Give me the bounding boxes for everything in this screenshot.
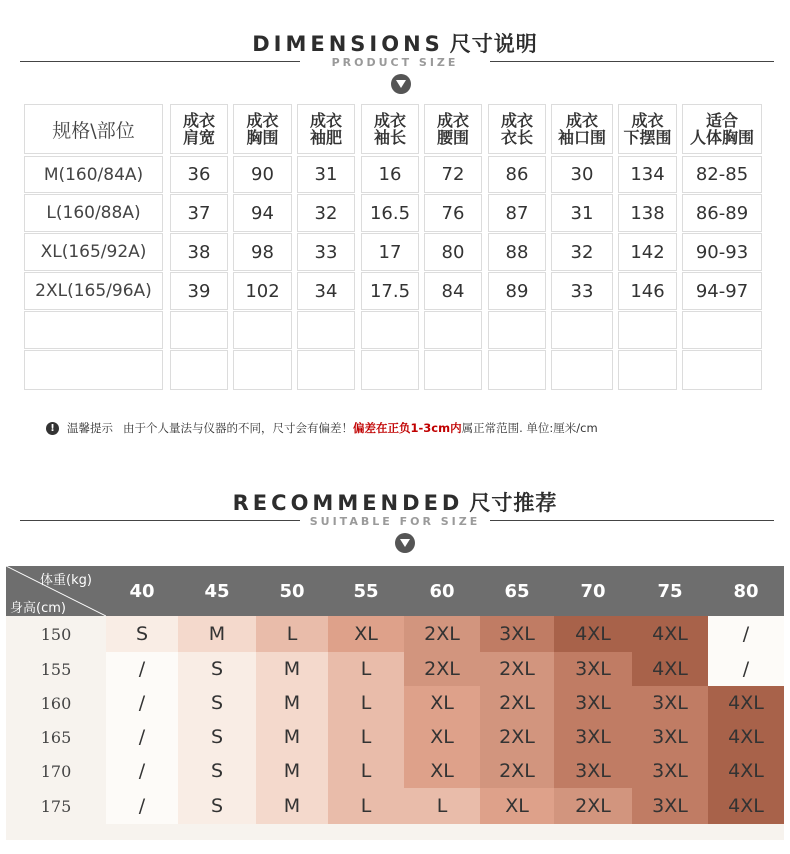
column-header-line: 肩宽 [182, 128, 215, 147]
size-cell: 2XL [554, 788, 632, 824]
chevron-down-icon [395, 533, 415, 553]
column-header-line: 人体胸围 [689, 128, 754, 147]
size-cell: 3XL [632, 720, 708, 754]
column-header-line: 成衣 [182, 111, 215, 130]
table-cell [551, 311, 613, 349]
table-cell [233, 350, 292, 390]
weight-header: 75 [632, 566, 708, 616]
table-cell: 32 [551, 233, 613, 271]
table-cell: 34 [297, 272, 355, 310]
size-cell: 4XL [708, 720, 784, 754]
size-cell: 4XL [708, 788, 784, 824]
size-cell: / [106, 652, 178, 686]
table-cell [618, 311, 677, 349]
table-cell: 87 [488, 194, 546, 232]
size-cell: 2XL [480, 652, 554, 686]
table-corner-label: 规格\部位 [24, 104, 163, 154]
size-cell: L [328, 720, 404, 754]
note-highlight: 偏差在正负1-3cm内 [353, 421, 462, 435]
table-cell: 142 [618, 233, 677, 271]
size-cell: M [256, 754, 328, 788]
column-header [170, 104, 228, 154]
size-cell: 2XL [404, 616, 480, 652]
size-cell: XL [404, 754, 480, 788]
size-row-label [24, 311, 163, 349]
size-cell: M [178, 616, 256, 652]
size-cell: L [256, 616, 328, 652]
table-cell: 32 [297, 194, 355, 232]
dimensions-title [0, 28, 790, 58]
note-label: 温馨提示 [67, 421, 113, 435]
size-cell: M [256, 788, 328, 824]
table-cell: 31 [297, 156, 355, 193]
recommended-subtitle: SUITABLE FOR SIZE [309, 515, 481, 528]
column-header-line: 适合 [705, 111, 738, 130]
size-cell: S [178, 788, 256, 824]
size-cell: 3XL [554, 720, 632, 754]
table-cell [170, 350, 228, 390]
weight-header: 60 [404, 566, 480, 616]
size-cell: 2XL [480, 754, 554, 788]
table-cell: 31 [551, 194, 613, 232]
size-cell: L [328, 754, 404, 788]
size-cell: S [178, 686, 256, 720]
size-cell: / [106, 686, 178, 720]
recommended-title [0, 487, 790, 517]
size-cell: 4XL [708, 754, 784, 788]
size-cell: M [256, 720, 328, 754]
table-cell: 102 [233, 272, 292, 310]
table-cell: 80 [424, 233, 482, 271]
table-cell [618, 350, 677, 390]
size-row-label [24, 350, 163, 390]
size-cell: 2XL [480, 720, 554, 754]
height-label: 160 [6, 686, 106, 720]
height-label: 170 [6, 754, 106, 788]
column-header-line: 胸围 [246, 128, 279, 147]
size-cell: / [106, 720, 178, 754]
table-cell [682, 350, 762, 390]
size-cell: / [708, 652, 784, 686]
table-cell [682, 311, 762, 349]
table-cell: 98 [233, 233, 292, 271]
size-cell: / [708, 616, 784, 652]
column-header [233, 104, 292, 154]
table-cell [488, 311, 546, 349]
weight-header: 40 [106, 566, 178, 616]
table-cell [488, 350, 546, 390]
size-cell: 4XL [632, 616, 708, 652]
chevron-down-icon [391, 74, 411, 94]
table-cell: 37 [170, 194, 228, 232]
table-cell: 94-97 [682, 272, 762, 310]
table-cell [551, 350, 613, 390]
column-header-line: 衣长 [500, 128, 533, 147]
dimensions-subtitle: PRODUCT SIZE [331, 56, 459, 69]
size-cell: 3XL [480, 616, 554, 652]
size-cell: 4XL [632, 652, 708, 686]
table-cell [424, 311, 482, 349]
size-cell: S [178, 720, 256, 754]
column-header-line: 成衣 [436, 111, 469, 130]
table-cell: 138 [618, 194, 677, 232]
column-header [424, 104, 482, 154]
size-cell: S [106, 616, 178, 652]
size-cell: XL [480, 788, 554, 824]
note-text: 由于个人量法与仪器的不同，尺寸会有偏差！ [123, 421, 353, 435]
size-cell: M [256, 652, 328, 686]
size-cell: 3XL [554, 652, 632, 686]
table-cell: 33 [297, 233, 355, 271]
table-cell: 94 [233, 194, 292, 232]
size-cell: XL [328, 616, 404, 652]
recommended-title-cn: 尺寸推荐 [469, 491, 558, 515]
table-cell: 84 [424, 272, 482, 310]
table-cell [424, 350, 482, 390]
height-label: 150 [6, 616, 106, 652]
size-cell: 3XL [632, 788, 708, 824]
weight-header: 45 [178, 566, 256, 616]
table-cell: 72 [424, 156, 482, 193]
size-cell: 3XL [554, 754, 632, 788]
column-header-line: 袖长 [373, 128, 406, 147]
table-cell: 17 [361, 233, 419, 271]
size-row-label: M(160/84A) [24, 156, 163, 193]
height-label: 165 [6, 720, 106, 754]
column-header [361, 104, 419, 154]
table-cell: 88 [488, 233, 546, 271]
table-cell [233, 311, 292, 349]
size-cell: / [106, 754, 178, 788]
weight-header: 70 [554, 566, 632, 616]
table-cell: 86 [488, 156, 546, 193]
table-cell: 33 [551, 272, 613, 310]
size-cell: 3XL [632, 686, 708, 720]
table-cell: 30 [551, 156, 613, 193]
size-cell: L [328, 788, 404, 824]
column-header-line: 成衣 [565, 111, 598, 130]
table-cell [297, 311, 355, 349]
weight-header: 55 [328, 566, 404, 616]
size-cell: 3XL [632, 754, 708, 788]
dimensions-title-en: DIMENSIONS [252, 32, 444, 56]
recommended-title-en: RECOMMENDED [232, 491, 464, 515]
size-cell: XL [404, 720, 480, 754]
table-corner [6, 566, 106, 616]
column-header-line: 成衣 [631, 111, 664, 130]
column-header [488, 104, 546, 154]
column-header-line: 下摆围 [623, 128, 672, 147]
column-header-line: 袖口围 [557, 128, 606, 147]
column-header-line: 袖肥 [309, 128, 342, 147]
column-header-line: 成衣 [309, 111, 342, 130]
measurement-note [46, 420, 598, 436]
size-cell: S [178, 652, 256, 686]
table-cell: 16.5 [361, 194, 419, 232]
size-cell: / [106, 788, 178, 824]
column-header [618, 104, 677, 154]
table-cell: 38 [170, 233, 228, 271]
size-row-label: XL(165/92A) [24, 233, 163, 271]
table-cell: 86-89 [682, 194, 762, 232]
column-header-line: 腰围 [436, 128, 469, 147]
table-cell: 17.5 [361, 272, 419, 310]
height-axis-label: 身高(cm) [10, 601, 66, 616]
size-cell: L [404, 788, 480, 824]
table-cell: 82-85 [682, 156, 762, 193]
size-cell: 2XL [404, 652, 480, 686]
column-header [551, 104, 613, 154]
table-cell [361, 350, 419, 390]
table-cell [297, 350, 355, 390]
note-text-tail: 属正常范围. 单位:厘米/cm [461, 421, 598, 435]
size-cell: 4XL [554, 616, 632, 652]
table-cell: 90 [233, 156, 292, 193]
height-label: 155 [6, 652, 106, 686]
table-cell: 36 [170, 156, 228, 193]
table-cell: 146 [618, 272, 677, 310]
table-cell [170, 311, 228, 349]
column-header [682, 104, 762, 154]
size-cell: 2XL [480, 686, 554, 720]
table-cell: 39 [170, 272, 228, 310]
size-cell: 4XL [708, 686, 784, 720]
height-label: 175 [6, 788, 106, 824]
size-cell: L [328, 652, 404, 686]
column-header-line: 成衣 [246, 111, 279, 130]
table-cell [361, 311, 419, 349]
recommended-size-table [6, 566, 784, 840]
table-cell: 76 [424, 194, 482, 232]
table-cell: 16 [361, 156, 419, 193]
table-cell: 89 [488, 272, 546, 310]
size-cell: L [328, 686, 404, 720]
info-icon: ! [46, 422, 59, 435]
dimensions-title-cn: 尺寸说明 [449, 32, 538, 56]
size-cell: XL [404, 686, 480, 720]
column-header-line: 成衣 [500, 111, 533, 130]
column-header [297, 104, 355, 154]
size-cell: 3XL [554, 686, 632, 720]
size-row-label: L(160/88A) [24, 194, 163, 232]
table-cell: 90-93 [682, 233, 762, 271]
column-header-line: 成衣 [373, 111, 406, 130]
table-cell: 134 [618, 156, 677, 193]
size-cell: S [178, 754, 256, 788]
weight-header: 65 [480, 566, 554, 616]
weight-header: 50 [256, 566, 328, 616]
size-row-label: 2XL(165/96A) [24, 272, 163, 310]
size-cell: M [256, 686, 328, 720]
weight-axis-label: 体重(kg) [40, 573, 92, 588]
weight-header: 80 [708, 566, 784, 616]
